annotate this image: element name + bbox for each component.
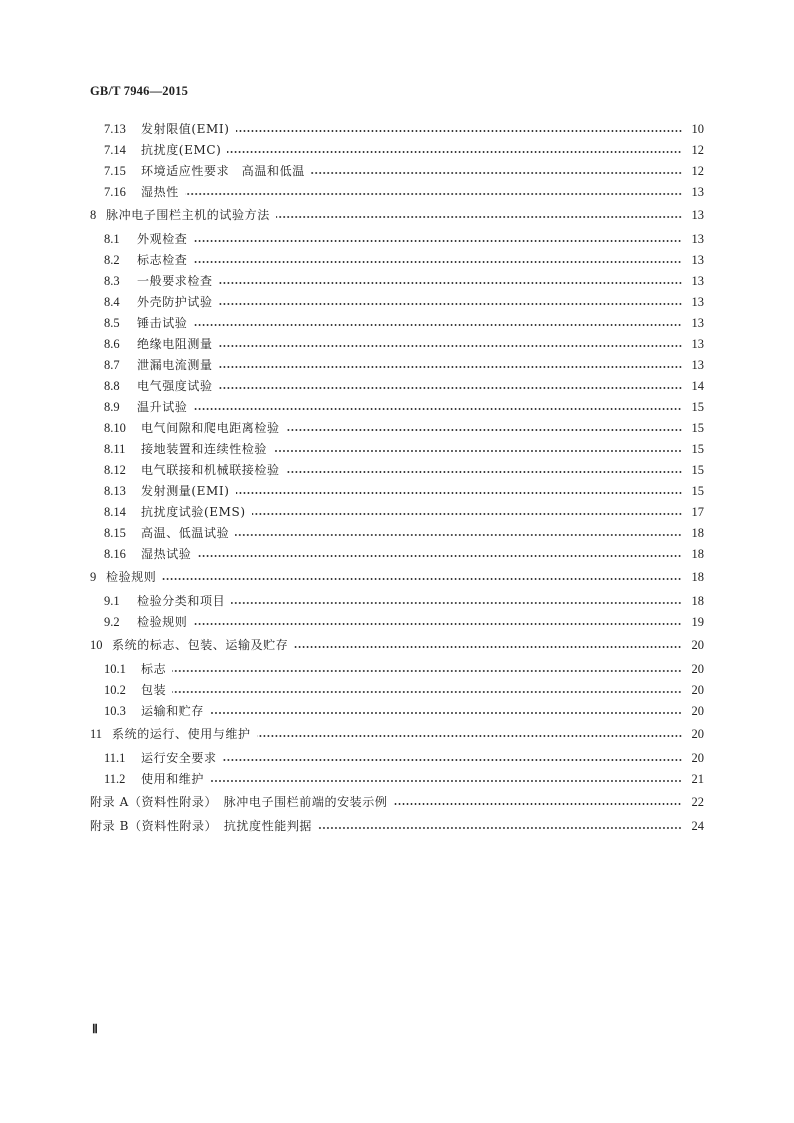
toc-entry-number: 9.2 xyxy=(104,615,120,629)
toc-entry-page: 18 xyxy=(691,547,704,561)
toc-entry-page: 20 xyxy=(691,683,704,697)
toc-entry-title: 外壳防护试验 xyxy=(137,295,213,309)
toc-entry-number: 8.3 xyxy=(104,274,120,288)
toc-entry-page: 13 xyxy=(691,316,704,330)
toc-entry-number: 8.7 xyxy=(104,358,120,372)
toc-entry[interactable] xyxy=(90,376,704,397)
dot-leader xyxy=(276,216,682,218)
toc-entry-number: 9 xyxy=(90,570,97,584)
dot-leader xyxy=(162,578,682,580)
toc-entry-number: 8.15 xyxy=(104,526,126,540)
toc-entry-page: 13 xyxy=(691,274,704,288)
toc-entry-number: 8.1 xyxy=(104,232,120,246)
toc-entry-page: 20 xyxy=(691,704,704,718)
dot-leader xyxy=(286,471,682,473)
dot-leader xyxy=(193,324,682,326)
toc-entry-number: 8.13 xyxy=(104,484,126,498)
toc-entry-page: 10 xyxy=(691,122,704,136)
toc-entry-page: 15 xyxy=(691,400,704,414)
toc-entry[interactable] xyxy=(90,635,704,656)
toc-entry-title: 绝缘电阻测量 xyxy=(137,337,213,351)
toc-entry-title: 接地装置和连续性检验 xyxy=(141,442,268,456)
toc-entry-page: 20 xyxy=(691,727,704,741)
toc-entry[interactable] xyxy=(90,140,704,161)
toc-entry-title: 高温、低温试验 xyxy=(141,526,230,540)
toc-entry-page: 13 xyxy=(691,232,704,246)
toc-entry-number: 8.11 xyxy=(104,442,126,456)
toc-entry[interactable] xyxy=(90,250,704,271)
toc-entry-page: 22 xyxy=(691,795,704,809)
toc-entry-title: 脉冲电子围栏主机的试验方法 xyxy=(106,208,270,222)
dot-leader xyxy=(193,408,682,410)
toc-entry-title: 检验分类和项目 xyxy=(137,594,226,608)
toc-entry-page: 20 xyxy=(691,638,704,652)
toc-entry-page: 20 xyxy=(691,751,704,765)
dot-leader xyxy=(219,387,682,389)
toc-entry-number: 8.8 xyxy=(104,379,120,393)
toc-entry-page: 17 xyxy=(691,505,704,519)
dot-leader xyxy=(219,282,682,284)
toc-entry-page: 24 xyxy=(691,819,704,833)
toc-entry-title: 标志 xyxy=(141,662,167,676)
toc-entry[interactable] xyxy=(90,792,704,813)
toc-entry-number: 8.14 xyxy=(104,505,126,519)
toc-entry[interactable] xyxy=(90,161,704,182)
dot-leader xyxy=(286,429,682,431)
dot-leader xyxy=(219,366,682,368)
toc-entry[interactable] xyxy=(90,567,704,588)
toc-entry[interactable] xyxy=(90,355,704,376)
toc-entry-number: 10.1 xyxy=(104,662,126,676)
dot-leader xyxy=(223,759,682,761)
toc-entry[interactable] xyxy=(90,502,704,523)
dot-leader xyxy=(193,240,682,242)
toc-entry-title: 温升试验 xyxy=(137,400,188,414)
toc-entry[interactable] xyxy=(90,313,704,334)
toc-entry-title: 系统的标志、包装、运输及贮存 xyxy=(112,638,289,652)
toc-entry-number: 8.9 xyxy=(104,400,120,414)
toc-entry-title: 湿热性 xyxy=(141,185,179,199)
toc-entry-title: 附录 A（资料性附录） 脉冲电子围栏前端的安装示例 xyxy=(90,795,388,809)
dot-leader xyxy=(235,534,682,536)
toc-entry-title: 附录 B（资料性附录） 抗扰度性能判据 xyxy=(90,819,313,833)
dot-leader xyxy=(227,151,682,153)
dot-leader xyxy=(252,513,682,515)
toc-entry-number: 8.16 xyxy=(104,547,126,561)
dot-leader xyxy=(231,602,682,604)
toc-entry-title: 一般要求检查 xyxy=(137,274,213,288)
toc-entry-number: 8.10 xyxy=(104,421,126,435)
toc-entry[interactable] xyxy=(90,119,704,140)
toc-entry-title: 电气强度试验 xyxy=(137,379,213,393)
toc-entry-number: 7.16 xyxy=(104,185,126,199)
toc-entry[interactable] xyxy=(90,460,704,481)
toc-entry-title: 泄漏电流测量 xyxy=(137,358,213,372)
toc-entry-number: 8.5 xyxy=(104,316,120,330)
toc-entry[interactable] xyxy=(90,182,704,203)
toc-entry-number: 10.3 xyxy=(104,704,126,718)
toc-entry-title: 发射限值(EMI) xyxy=(141,122,230,136)
toc-entry[interactable] xyxy=(90,229,704,250)
toc-entry[interactable] xyxy=(90,701,704,722)
dot-leader xyxy=(257,735,682,737)
toc-entry-number: 8.6 xyxy=(104,337,120,351)
toc-entry-title: 发射测量(EMI) xyxy=(141,484,230,498)
toc-entry-number: 8.2 xyxy=(104,253,120,267)
toc-entry[interactable] xyxy=(90,292,704,313)
dot-leader xyxy=(273,450,682,452)
toc-entry-title: 湿热试验 xyxy=(141,547,192,561)
toc-entry-title: 环境适应性要求 高温和低温 xyxy=(141,164,305,178)
toc-entry-title: 电气联接和机械联接检验 xyxy=(141,463,280,477)
toc-entry[interactable] xyxy=(90,816,704,837)
toc-entry-page: 15 xyxy=(691,421,704,435)
toc-entry-number: 10 xyxy=(90,638,103,652)
toc-entry[interactable] xyxy=(90,680,704,701)
toc-entry-page: 14 xyxy=(691,379,704,393)
toc-entry-number: 7.13 xyxy=(104,122,126,136)
toc-entry-number: 8 xyxy=(90,208,97,222)
dot-leader xyxy=(193,261,682,263)
toc-entry-page: 20 xyxy=(691,662,704,676)
toc-entry-title: 系统的运行、使用与维护 xyxy=(112,727,251,741)
toc-entry-title: 检验规则 xyxy=(137,615,188,629)
toc-entry-number: 7.15 xyxy=(104,164,126,178)
toc-entry-page: 18 xyxy=(691,594,704,608)
dot-leader xyxy=(219,345,682,347)
toc-entry-number: 8.12 xyxy=(104,463,126,477)
toc-entry-page: 19 xyxy=(691,615,704,629)
toc-entry[interactable] xyxy=(90,397,704,418)
toc-entry[interactable] xyxy=(90,418,704,439)
toc-entry-page: 13 xyxy=(691,208,704,222)
dot-leader xyxy=(393,803,682,805)
dot-leader xyxy=(318,827,682,829)
toc-entry[interactable] xyxy=(90,481,704,502)
toc-entry-title: 包装 xyxy=(141,683,167,697)
toc-entry[interactable] xyxy=(90,334,704,355)
dot-leader xyxy=(172,670,682,672)
toc-entry[interactable] xyxy=(90,659,704,680)
toc-entry[interactable] xyxy=(90,724,704,745)
toc-entry-page: 18 xyxy=(691,526,704,540)
toc-entry-title: 外观检查 xyxy=(137,232,188,246)
toc-entry-number: 7.14 xyxy=(104,143,126,157)
toc-entry-page: 21 xyxy=(691,772,704,786)
toc-entry-title: 运输和贮存 xyxy=(141,704,205,718)
page-number: Ⅱ xyxy=(92,1022,98,1036)
toc-entry-page: 18 xyxy=(691,570,704,584)
dot-leader xyxy=(219,303,682,305)
toc-entry-number: 8.4 xyxy=(104,295,120,309)
dot-leader xyxy=(210,780,682,782)
toc-entry-number: 11.2 xyxy=(104,772,126,786)
dot-leader xyxy=(197,555,682,557)
standard-code-header: GB/T 7946—2015 xyxy=(90,84,189,98)
toc-entry-page: 15 xyxy=(691,463,704,477)
toc-entry-page: 15 xyxy=(691,442,704,456)
toc-entry-page: 12 xyxy=(691,143,704,157)
toc-entry-title: 抗扰度试验(EMS) xyxy=(141,505,246,519)
toc-entry[interactable] xyxy=(90,205,704,226)
toc-entry-number: 11 xyxy=(90,727,103,741)
dot-leader xyxy=(185,193,682,195)
dot-leader xyxy=(311,172,682,174)
toc-entry-page: 13 xyxy=(691,337,704,351)
toc-entry-number: 11.1 xyxy=(104,751,126,765)
dot-leader xyxy=(210,712,682,714)
toc-entry-page: 13 xyxy=(691,295,704,309)
toc-entry[interactable] xyxy=(90,748,704,769)
toc-entry-page: 13 xyxy=(691,253,704,267)
toc-entry[interactable] xyxy=(90,769,704,790)
toc-entry-page: 12 xyxy=(691,164,704,178)
toc-entry-title: 抗扰度(EMC) xyxy=(141,143,222,157)
toc-entry-number: 9.1 xyxy=(104,594,120,608)
table-of-contents xyxy=(90,119,704,840)
toc-entry[interactable] xyxy=(90,523,704,544)
toc-entry[interactable] xyxy=(90,544,704,565)
toc-entry-title: 运行安全要求 xyxy=(141,751,217,765)
dot-leader xyxy=(236,492,682,494)
toc-entry-number: 10.2 xyxy=(104,683,126,697)
dot-leader xyxy=(172,691,682,693)
toc-entry[interactable] xyxy=(90,591,704,612)
toc-entry-title: 锤击试验 xyxy=(137,316,188,330)
dot-leader xyxy=(193,623,682,625)
toc-entry[interactable] xyxy=(90,612,704,633)
toc-entry-page: 13 xyxy=(691,358,704,372)
toc-entry-page: 15 xyxy=(691,484,704,498)
toc-entry-title: 使用和维护 xyxy=(141,772,205,786)
toc-entry-title: 电气间隙和爬电距离检验 xyxy=(141,421,280,435)
dot-leader xyxy=(236,130,682,132)
toc-entry-title: 检验规则 xyxy=(106,570,157,584)
toc-entry[interactable] xyxy=(90,439,704,460)
toc-entry[interactable] xyxy=(90,271,704,292)
dot-leader xyxy=(294,646,682,648)
toc-entry-title: 标志检查 xyxy=(137,253,188,267)
toc-entry-page: 13 xyxy=(691,185,704,199)
